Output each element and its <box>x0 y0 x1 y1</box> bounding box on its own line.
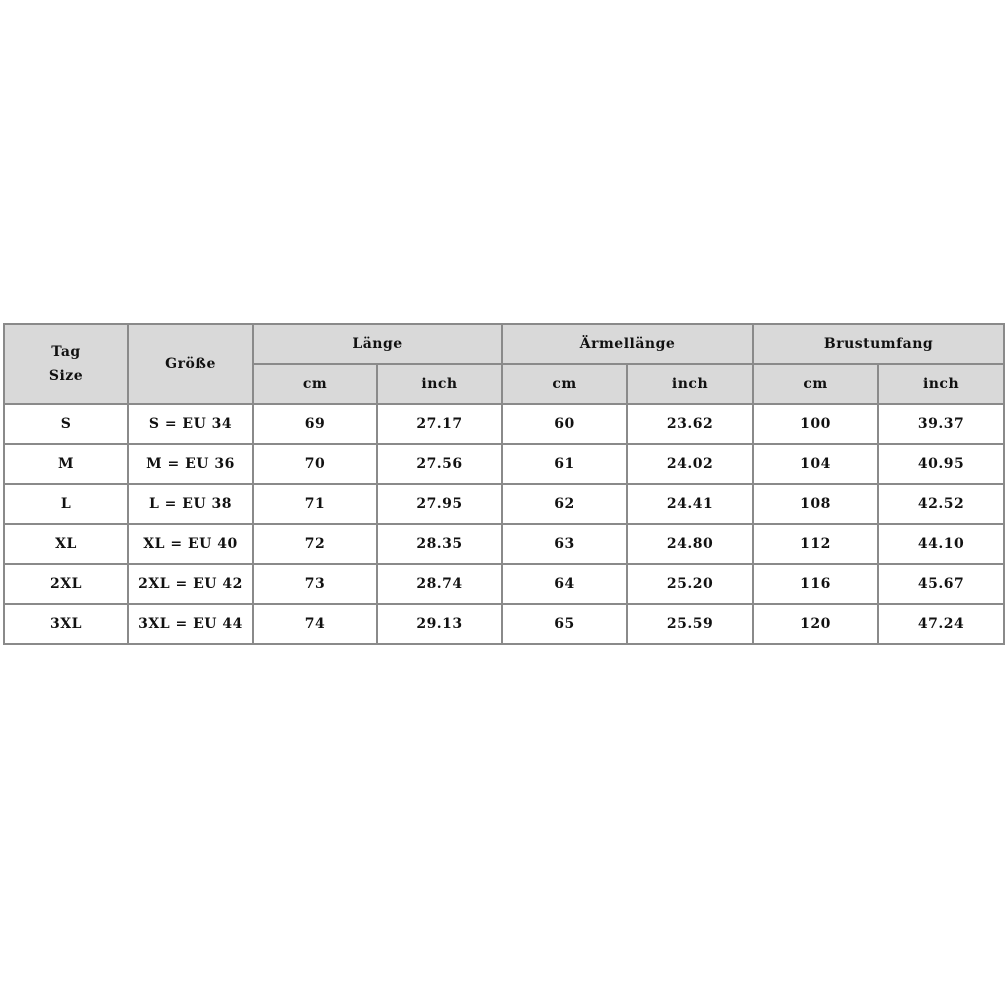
cell-laenge-cm: 69 <box>253 404 377 444</box>
cell-laenge-inch: 27.95 <box>377 484 502 524</box>
cell-tag-size: 2XL <box>4 564 128 604</box>
cell-aermellaenge-inch: 23.62 <box>627 404 753 444</box>
cell-tag-size: 3XL <box>4 604 128 644</box>
cell-laenge-cm: 70 <box>253 444 377 484</box>
cell-laenge-inch: 29.13 <box>377 604 502 644</box>
cell-brustumfang-inch: 39.37 <box>878 404 1004 444</box>
unit-cm-brustumfang: cm <box>753 364 878 404</box>
header-laenge: Länge <box>253 324 502 364</box>
cell-groesse: S = EU 34 <box>128 404 253 444</box>
cell-brustumfang-cm: 120 <box>753 604 878 644</box>
header-groesse: Größe <box>128 324 253 404</box>
cell-aermellaenge-inch: 25.20 <box>627 564 753 604</box>
unit-inch-aermellaenge: inch <box>627 364 753 404</box>
cell-aermellaenge-cm: 62 <box>502 484 627 524</box>
cell-tag-size: L <box>4 484 128 524</box>
cell-brustumfang-cm: 108 <box>753 484 878 524</box>
unit-cm-laenge: cm <box>253 364 377 404</box>
cell-laenge-inch: 28.74 <box>377 564 502 604</box>
table-row <box>4 564 1004 604</box>
cell-laenge-inch: 27.56 <box>377 444 502 484</box>
header-brustumfang: Brustumfang <box>753 324 1004 364</box>
cell-aermellaenge-cm: 65 <box>502 604 627 644</box>
cell-laenge-inch: 27.17 <box>377 404 502 444</box>
table-row <box>4 404 1004 444</box>
header-row-groups <box>4 324 1004 364</box>
header-aermellaenge: Ärmellänge <box>502 324 753 364</box>
table-row <box>4 524 1004 564</box>
cell-aermellaenge-inch: 24.41 <box>627 484 753 524</box>
cell-brustumfang-cm: 100 <box>753 404 878 444</box>
unit-inch-laenge: inch <box>377 364 502 404</box>
cell-aermellaenge-cm: 61 <box>502 444 627 484</box>
cell-brustumfang-inch: 45.67 <box>878 564 1004 604</box>
cell-brustumfang-inch: 42.52 <box>878 484 1004 524</box>
cell-brustumfang-cm: 104 <box>753 444 878 484</box>
cell-brustumfang-cm: 116 <box>753 564 878 604</box>
cell-brustumfang-inch: 44.10 <box>878 524 1004 564</box>
cell-aermellaenge-cm: 60 <box>502 404 627 444</box>
cell-aermellaenge-inch: 25.59 <box>627 604 753 644</box>
table-row <box>4 484 1004 524</box>
cell-brustumfang-inch: 40.95 <box>878 444 1004 484</box>
cell-groesse: M = EU 36 <box>128 444 253 484</box>
size-table-body <box>4 404 1004 644</box>
cell-brustumfang-cm: 112 <box>753 524 878 564</box>
size-chart-table <box>3 323 1005 645</box>
cell-laenge-cm: 72 <box>253 524 377 564</box>
cell-laenge-cm: 73 <box>253 564 377 604</box>
cell-tag-size: S <box>4 404 128 444</box>
cell-brustumfang-inch: 47.24 <box>878 604 1004 644</box>
unit-cm-aermellaenge: cm <box>502 364 627 404</box>
header-tag-size <box>4 324 128 404</box>
cell-aermellaenge-inch: 24.02 <box>627 444 753 484</box>
cell-groesse: L = EU 38 <box>128 484 253 524</box>
table-row <box>4 604 1004 644</box>
cell-groesse: 3XL = EU 44 <box>128 604 253 644</box>
cell-laenge-cm: 74 <box>253 604 377 644</box>
unit-inch-brustumfang: inch <box>878 364 1004 404</box>
cell-laenge-cm: 71 <box>253 484 377 524</box>
cell-aermellaenge-cm: 63 <box>502 524 627 564</box>
header-size-label: Size <box>48 368 84 384</box>
cell-laenge-inch: 28.35 <box>377 524 502 564</box>
header-tag-label: Tag <box>51 344 81 360</box>
cell-tag-size: XL <box>4 524 128 564</box>
cell-aermellaenge-inch: 24.80 <box>627 524 753 564</box>
cell-groesse: XL = EU 40 <box>128 524 253 564</box>
cell-groesse: 2XL = EU 42 <box>128 564 253 604</box>
cell-tag-size: M <box>4 444 128 484</box>
cell-aermellaenge-cm: 64 <box>502 564 627 604</box>
table-row <box>4 444 1004 484</box>
